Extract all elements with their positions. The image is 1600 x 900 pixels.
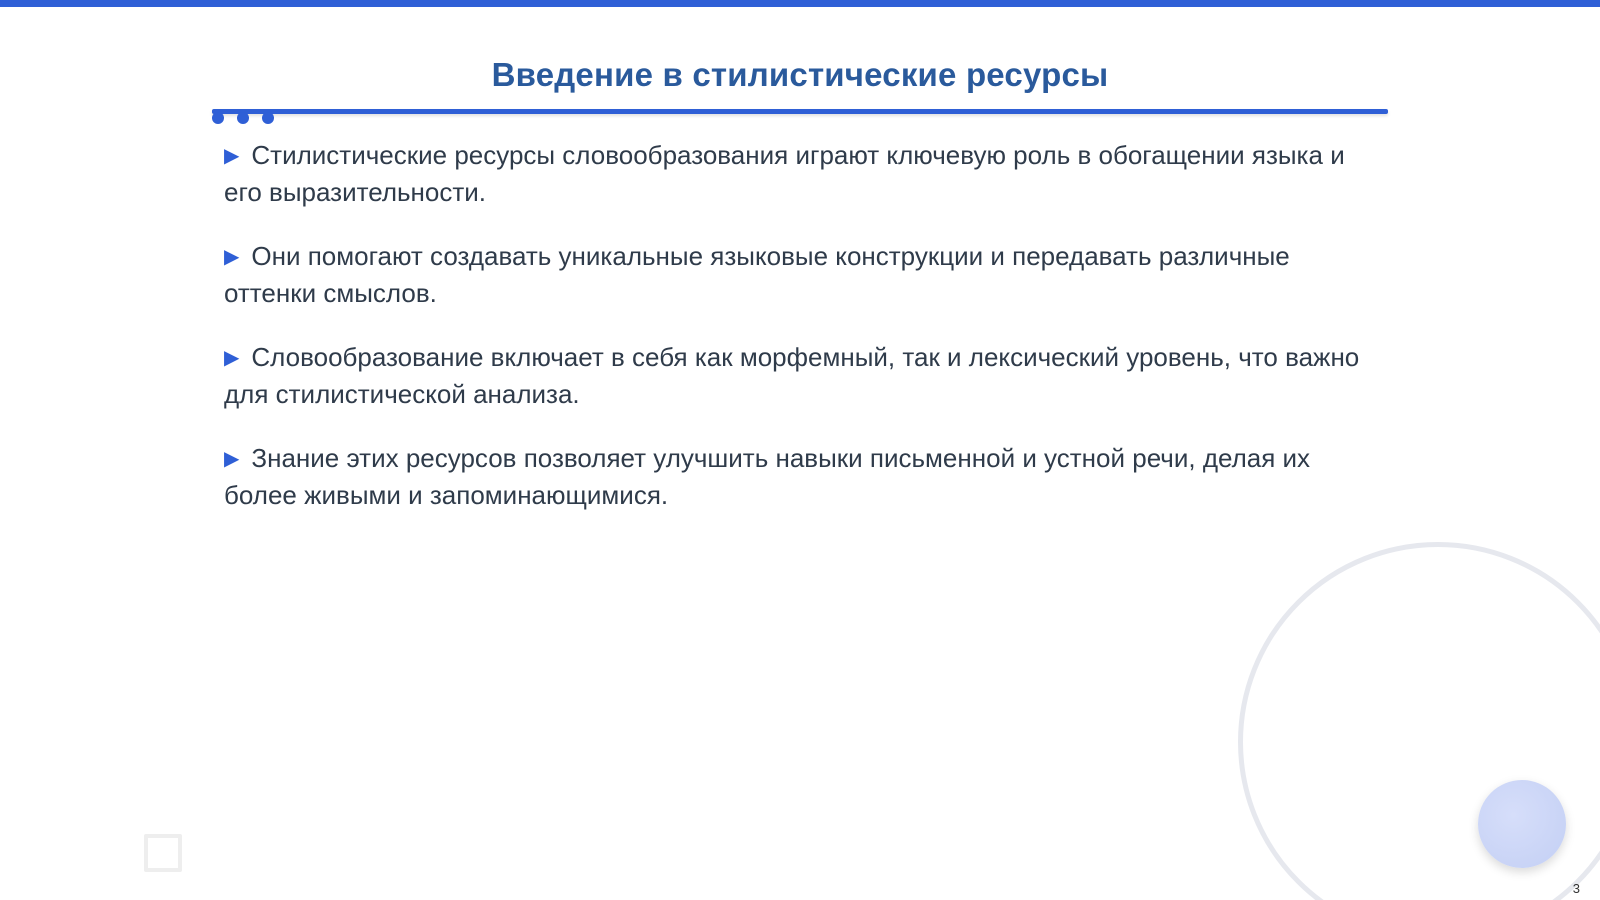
dot-decoration [237, 112, 249, 124]
dot-decoration [262, 112, 274, 124]
bullet-text: Словообразование включает в себя как морфемный, так и лексический уровень, что важно для стилистической анализа. [224, 342, 1360, 409]
bullet-text: Знание этих ресурсов позволяет улучшить навыки письменной и устной речи, делая их более живыми и запоминающимися. [224, 443, 1311, 510]
bullet-arrow-icon: ▶ [224, 448, 240, 470]
bullet-arrow-icon: ▶ [224, 145, 240, 167]
bullet-arrow-icon: ▶ [224, 347, 240, 369]
title-underline [212, 109, 1388, 114]
bullet-list [224, 137, 1380, 541]
page-number: 3 [1572, 881, 1580, 896]
dot-decoration [212, 112, 224, 124]
underline-dots [212, 112, 282, 126]
bullet-text: Они помогают создавать уникальные языковые конструкции и передавать различные оттенки смыслов. [224, 241, 1290, 308]
decorative-square [144, 834, 182, 872]
slide-title: Введение в стилистические ресурсы [491, 56, 1109, 93]
bullet-text: Стилистические ресурсы словообразования играют ключевую роль в обогащении языка и его выразительности. [224, 140, 1345, 207]
bullet-item [224, 137, 1380, 210]
top-accent-bar [0, 0, 1600, 7]
bullet-arrow-icon: ▶ [224, 246, 240, 268]
decorative-circle-filled [1478, 780, 1566, 868]
bullet-item [224, 440, 1380, 513]
bullet-item [224, 238, 1380, 311]
bullet-item [224, 339, 1380, 412]
